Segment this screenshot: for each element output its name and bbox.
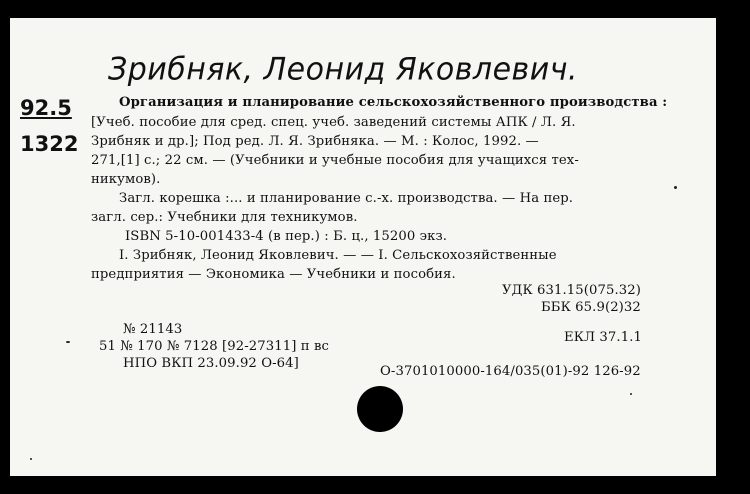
body-line: Загл. корешка :... и планирование с.-х. производства. — На пер. <box>119 191 574 206</box>
card-punch-hole <box>357 386 403 432</box>
body-line: никумов). <box>91 172 161 187</box>
catalog-card <box>10 18 716 476</box>
shelfmark-number: 1322 <box>20 132 79 156</box>
dust-speck <box>66 341 70 343</box>
order-number: № 21143 <box>123 322 183 337</box>
dust-speck <box>674 186 677 189</box>
dust-speck <box>30 458 32 460</box>
dust-speck <box>630 393 632 395</box>
body-line: [Учеб. пособие для сред. спец. учеб. заведений системы АПК / Л. Я. <box>91 115 576 130</box>
ekl-code: ЕКЛ 37.1.1 <box>564 330 642 345</box>
body-line: I. Зрибняк, Леонид Яковлевич. — — I. Сельскохозяйственные <box>119 248 557 263</box>
body-line: загл. сер.: Учебники для техникумов. <box>91 210 358 225</box>
shelfmark-class: 92.5 <box>20 96 72 120</box>
title-line: Организация и планирование сельскохозяйственного производства : <box>119 95 668 110</box>
isbn-line: ISBN 5-10-001433-4 (в пер.) : Б. ц., 15200 экз. <box>125 229 448 244</box>
udk-code: УДК 631.15(075.32) <box>502 283 642 298</box>
author-heading-handwritten: Зрибняк, Леонид Яковлевич. <box>108 51 578 88</box>
body-line: предприятия — Экономика — Учебники и пособия. <box>91 267 456 282</box>
body-line: 271,[1] с.; 22 см. — (Учебники и учебные пособия для учащихся тех- <box>91 153 579 168</box>
body-line: Зрибняк и др.]; Под ред. Л. Я. Зрибняка. — М. : Колос, 1992. — <box>91 134 539 149</box>
print-info-line: НПО ВКП 23.09.92 О-64] <box>123 356 299 371</box>
print-info-line: 51 № 170 № 7128 [92-27311] п вс <box>99 339 329 354</box>
publisher-code: О-3701010000-164/035(01)-92 126-92 <box>380 364 641 379</box>
bbk-code: ББК 65.9(2)32 <box>541 300 641 315</box>
